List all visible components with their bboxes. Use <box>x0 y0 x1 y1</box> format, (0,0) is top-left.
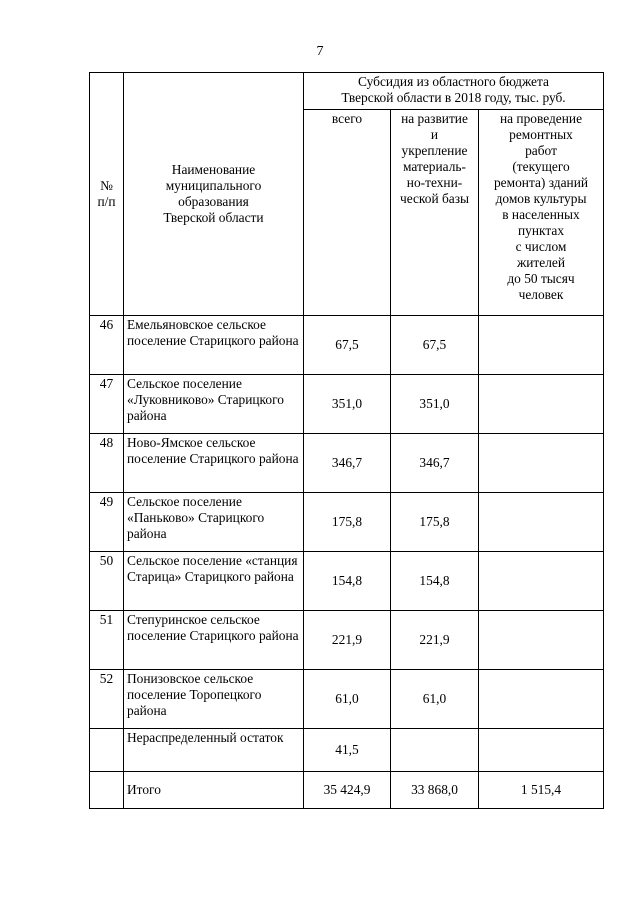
row-name: Сельское поселение «Луковниково» Старицкого района <box>124 375 304 434</box>
remainder-repair <box>479 729 604 772</box>
remainder-number <box>90 729 124 772</box>
row-repair <box>479 434 604 493</box>
row-mtb: 61,0 <box>391 670 479 729</box>
row-mtb: 351,0 <box>391 375 479 434</box>
row-repair <box>479 611 604 670</box>
row-total: 154,8 <box>304 552 391 611</box>
header-total: всего <box>304 110 391 316</box>
row-name: Понизовское сельское поселение Торопецкого района <box>124 670 304 729</box>
table-row <box>90 316 604 375</box>
summary-row <box>90 772 604 809</box>
summary-mtb: 33 868,0 <box>391 772 479 809</box>
header-subsidy-group: Субсидия из областного бюджета Тверской области в 2018 году, тыс. руб. <box>304 73 604 110</box>
row-number: 46 <box>90 316 124 375</box>
row-mtb: 346,7 <box>391 434 479 493</box>
header-name: Наименование муниципального образования Тверской области <box>124 73 304 316</box>
row-repair <box>479 375 604 434</box>
remainder-label: Нераспределенный остаток <box>124 729 304 772</box>
row-number: 50 <box>90 552 124 611</box>
row-name: Степуринское сельское поселение Старицкого района <box>124 611 304 670</box>
row-name: Сельское поселение «Паньково» Старицкого района <box>124 493 304 552</box>
row-number: 52 <box>90 670 124 729</box>
row-total: 351,0 <box>304 375 391 434</box>
row-total: 346,7 <box>304 434 391 493</box>
table-row <box>90 611 604 670</box>
summary-repair: 1 515,4 <box>479 772 604 809</box>
row-number: 48 <box>90 434 124 493</box>
row-repair <box>479 670 604 729</box>
summary-total: 35 424,9 <box>304 772 391 809</box>
header-repair: на проведение ремонтных работ (текущего ремонта) зданий домов культуры в населенных пунктах с числом жителей до 50 тысяч человек <box>479 110 604 316</box>
remainder-mtb <box>391 729 479 772</box>
row-mtb: 221,9 <box>391 611 479 670</box>
row-mtb: 175,8 <box>391 493 479 552</box>
table-row <box>90 552 604 611</box>
row-name: Сельское поселение «станция Старица» Старицкого района <box>124 552 304 611</box>
remainder-total: 41,5 <box>304 729 391 772</box>
summary-label: Итого <box>124 772 304 809</box>
row-number: 51 <box>90 611 124 670</box>
subsidy-table <box>89 72 604 809</box>
row-total: 67,5 <box>304 316 391 375</box>
row-mtb: 67,5 <box>391 316 479 375</box>
row-repair <box>479 552 604 611</box>
row-repair <box>479 493 604 552</box>
row-name: Ново-Ямское сельское поселение Старицкого района <box>124 434 304 493</box>
header-mtb: на развитие и укрепление материаль- но-техни- ческой базы <box>391 110 479 316</box>
header-number: № п/п <box>90 73 124 316</box>
row-total: 175,8 <box>304 493 391 552</box>
table-row <box>90 670 604 729</box>
page-number: 7 <box>316 44 324 59</box>
row-name: Емельяновское сельское поселение Старицкого района <box>124 316 304 375</box>
remainder-row <box>90 729 604 772</box>
row-total: 61,0 <box>304 670 391 729</box>
row-total: 221,9 <box>304 611 391 670</box>
row-mtb: 154,8 <box>391 552 479 611</box>
row-number: 49 <box>90 493 124 552</box>
row-repair <box>479 316 604 375</box>
summary-number <box>90 772 124 809</box>
table-row <box>90 434 604 493</box>
table-row <box>90 375 604 434</box>
table-row <box>90 493 604 552</box>
row-number: 47 <box>90 375 124 434</box>
